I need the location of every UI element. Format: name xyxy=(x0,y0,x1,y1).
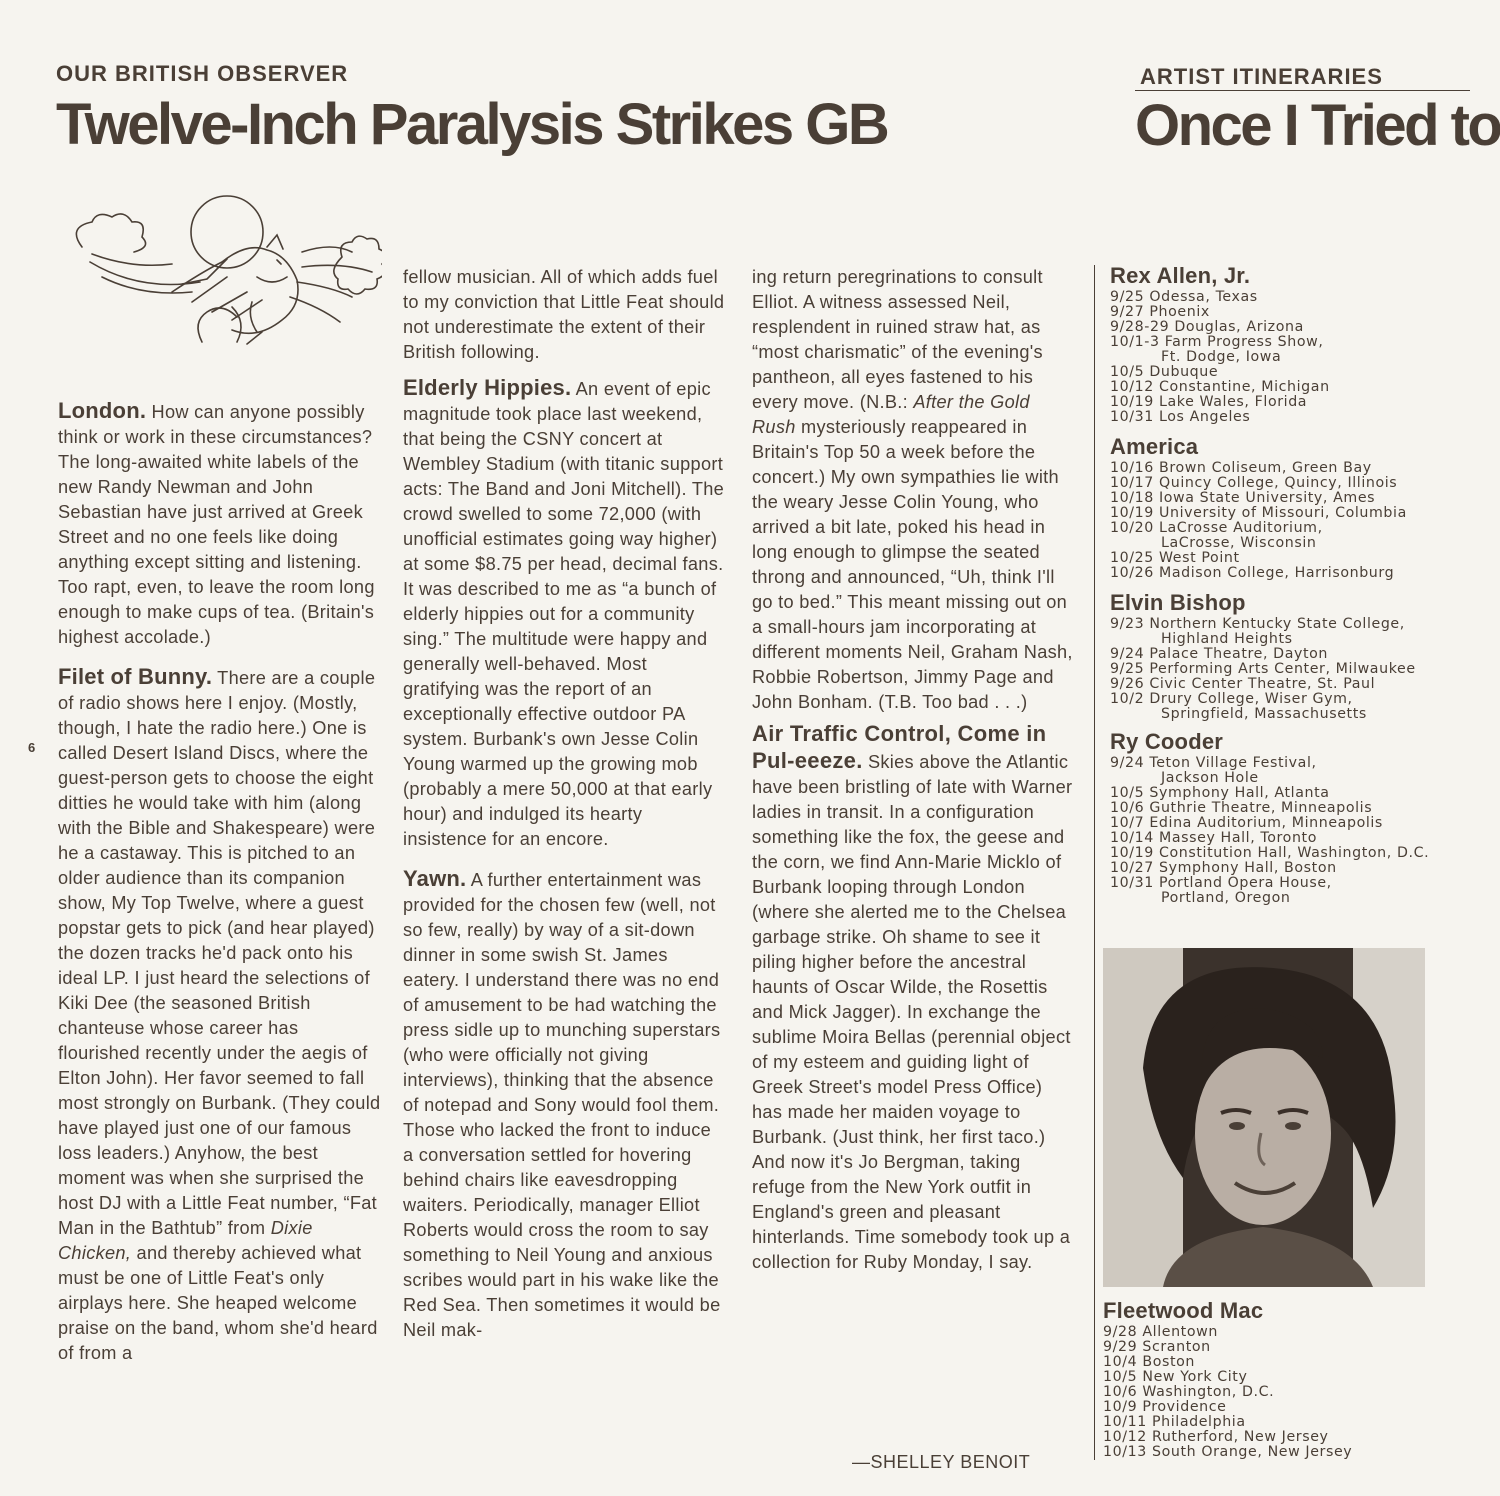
tour-date: 10/13 South Orange, New Jersey xyxy=(1103,1444,1353,1460)
tour-date: 9/24 Palace Theatre, Dayton xyxy=(1110,646,1329,662)
tour-date: 10/7 Edina Auditorium, Minneapolis xyxy=(1110,815,1383,831)
tour-date: 10/17 Quincy College, Quincy, Illinois xyxy=(1110,475,1398,491)
article-column-1 xyxy=(58,398,383,1366)
album-title: Dixie Chicken, xyxy=(58,1218,313,1263)
subhead: London. xyxy=(58,398,147,423)
tour-date: 10/5 Dubuque xyxy=(1110,364,1219,380)
tour-date: 10/19 Constitution Hall, Washington, D.C. xyxy=(1110,845,1430,861)
tour-date-continued: Highland Heights xyxy=(1161,631,1293,647)
header-rule xyxy=(1135,90,1470,91)
tour-date: 10/5 New York City xyxy=(1103,1369,1248,1385)
itinerary-list-2 xyxy=(1103,1297,1463,1460)
paragraph-air-traffic-control xyxy=(752,721,1077,1275)
artist-name: Fleetwood Mac xyxy=(1103,1298,1264,1323)
tour-date: 9/26 Civic Center Theatre, St. Paul xyxy=(1110,676,1376,692)
tour-date: 10/4 Boston xyxy=(1103,1354,1196,1370)
tour-date-continued: Jackson Hole xyxy=(1161,770,1259,786)
tour-date: 10/12 Rutherford, New Jersey xyxy=(1103,1429,1329,1445)
byline-signature: —SHELLEY BENOIT xyxy=(852,1452,1031,1472)
tour-date: 10/31 Los Angeles xyxy=(1110,409,1251,425)
tour-date: 10/18 Iowa State University, Ames xyxy=(1110,490,1376,506)
tour-date: 10/19 University of Missouri, Columbia xyxy=(1110,505,1407,521)
column-divider xyxy=(1094,265,1095,1460)
artist-name: America xyxy=(1110,434,1199,459)
tour-date: 10/31 Portland Opera House, xyxy=(1110,875,1332,891)
paragraph-text: There are a couple of radio shows here I enjoy. (Mostly, though, I hate the radio here.) One is called Desert Island Discs, where the guest-person gets to choose the eight ditties he would take with him (along with the Bible and Shakespeare) were he a castaway. This is pitched to an older audience than its companion show, My Top Twelve, where a guest popstar gets to pick (and hear played) the dozen tracks he'd pack onto his ideal LP. I just heard the selections of Kiki Dee (the seasoned British chanteuse whose career has flourished recently under the aegis of Elton John). Her favor seemed to fall most strongly on Burbank. (They could have played just one of our famous loss leaders.) Anyhow, the best moment was when she surprised the host DJ with a Little Feat number, “Fat Man in the Bathtub” from xyxy=(58,668,381,1238)
paragraph-yawn xyxy=(403,866,725,1343)
paragraph-text: ing return peregrinations to consult Elliot. A witness assessed Neil, resplendent in ruined straw hat, as “most charismatic” of the evening's pantheon, all eyes fastened to his every move. (N.B.: xyxy=(752,267,1043,412)
tour-date-continued: LaCrosse, Wisconsin xyxy=(1161,535,1317,551)
itinerary-headline: Once I Tried to xyxy=(1135,93,1500,158)
itinerary-rex-allen-jr xyxy=(1110,262,1470,425)
artist-name: Elvin Bishop xyxy=(1110,590,1246,615)
tour-date: 9/28-29 Douglas, Arizona xyxy=(1110,319,1304,335)
subhead: Air Traffic Control, Come in Pul-eeeze. xyxy=(752,721,1047,773)
itinerary-kicker: ARTIST ITINERARIES xyxy=(1140,64,1383,89)
artist-name: Ry Cooder xyxy=(1110,729,1224,754)
tour-date-continued: Springfield, Massachusetts xyxy=(1161,706,1367,722)
itinerary-fleetwood-mac xyxy=(1103,1297,1463,1460)
paragraph-text: How can anyone possibly think or work in these circumstances? The long-awaited white labels of the new Randy Newman and John Sebastian have just arrived at Greek Street and no one feels like doing anything except sitting and listening. Too rapt, even, to leave the room long enough to make cups of tea. (Britain's highest accolade.) xyxy=(58,402,375,647)
subhead: Yawn. xyxy=(403,866,467,891)
tour-date: 9/25 Performing Arts Center, Milwaukee xyxy=(1110,661,1416,677)
paragraph-london xyxy=(58,398,383,650)
paragraph-filet-of-bunny xyxy=(58,664,383,1366)
paragraph-text: An event of epic magnitude took place last weekend, that being the CSNY concert at Wembley Stadium (with titanic support acts: The Band and Joni Mitchell). The crowd swelled to some 72,000 (with unofficial estimates going way higher) at some $8.75 per head, decimal fans. It was described to me as “a bunch of elderly hippies out for a community sing.” The multitude were happy and generally well-behaved. Most gratifying was the report of an exceptionally effective outdoor PA system. Burbank's own Jesse Colin Young warmed up the growing mob (probably a mere 50,000 at that early hour) and indulged its hearty insistence for an encore. xyxy=(403,379,725,849)
tour-date-continued: Ft. Dodge, Iowa xyxy=(1161,349,1282,365)
tour-date: 9/24 Teton Village Festival, xyxy=(1110,755,1317,771)
tour-date: 10/6 Washington, D.C. xyxy=(1103,1384,1275,1400)
tour-date: 10/16 Brown Coliseum, Green Bay xyxy=(1110,460,1372,476)
tour-date: 10/27 Symphony Hall, Boston xyxy=(1110,860,1337,876)
article-column-2 xyxy=(403,265,725,1343)
tour-date: 9/25 Odessa, Texas xyxy=(1110,289,1258,305)
itinerary-america xyxy=(1110,433,1470,581)
artist-photo xyxy=(1103,948,1425,1287)
tour-date: 10/19 Lake Wales, Florida xyxy=(1110,394,1308,410)
tour-date: 9/28 Allentown xyxy=(1103,1324,1218,1340)
itinerary-list xyxy=(1110,262,1470,906)
tour-date: 10/26 Madison College, Harrisonburg xyxy=(1110,565,1395,581)
paragraph-text: and thereby achieved what must be one of Little Feat's only airplays here. She heaped welcome praise on the band, whom she'd heard of from a xyxy=(58,1243,378,1363)
tour-date: 10/5 Symphony Hall, Atlanta xyxy=(1110,785,1330,801)
itinerary-ry-cooder xyxy=(1110,728,1470,906)
tour-date: 10/12 Constantine, Michigan xyxy=(1110,379,1330,395)
article-column-3 xyxy=(752,265,1077,1275)
article-headline: Twelve-Inch Paralysis Strikes GB xyxy=(56,92,888,157)
paragraph-text: A further entertainment was provided for the chosen few (well, not so few, really) by way of a sit-down dinner in some swish St. James eatery. I understand there was no end of amusement to be had watching the press sidle up to munching superstars (who were officially not giving interviews), thinking that the absence of notepad and Sony would fool them. Those who lacked the front to induce a conversation settled for hovering behind chairs like eavesdropping waiters. Periodically, manager Elliot Roberts would cross the room to say something to Neil Young and anxious scribes would part in his wake like the Red Sea. Then sometimes it would be Neil mak- xyxy=(403,870,721,1340)
tour-date: 9/29 Scranton xyxy=(1103,1339,1211,1355)
tour-date: 10/14 Massey Hall, Toronto xyxy=(1110,830,1317,846)
tour-date: 9/23 Northern Kentucky State College, xyxy=(1110,616,1405,632)
tour-date-continued: Portland, Oregon xyxy=(1161,890,1291,906)
paragraph-text: mysteriously reappeared in Britain's Top 50 a week before the concert.) My own sympathies lie with the weary Jesse Colin Young, who arrived a bit late, poked his head in long enough to glimpse the seated throng and announced, “Uh, think I'll go to bed.” This meant missing out on a small-hours jam incorporating at different moments Neil, Graham Nash, Robbie Robertson, Jimmy Page and John Bonham. (T.B. Too bad . . .) xyxy=(752,417,1073,712)
paragraph-text: fellow musician. All of which adds fuel to my conviction that Little Feat should not underestimate the extent of their British following. xyxy=(403,267,725,362)
itinerary-elvin-bishop xyxy=(1110,589,1470,722)
paragraph-continued xyxy=(752,265,1077,715)
section-kicker: OUR BRITISH OBSERVER xyxy=(56,61,349,86)
tour-date: 9/27 Phoenix xyxy=(1110,304,1210,320)
album-title: After the Gold Rush xyxy=(752,392,1030,437)
tour-date: 10/9 Providence xyxy=(1103,1399,1227,1415)
paragraph-elderly-hippies xyxy=(403,375,725,852)
subhead: Elderly Hippies. xyxy=(403,375,572,400)
tour-date: 10/25 West Point xyxy=(1110,550,1240,566)
page-number: 6 xyxy=(28,740,36,755)
artist-name: Rex Allen, Jr. xyxy=(1110,263,1251,288)
tour-date: 10/11 Philadelphia xyxy=(1103,1414,1246,1430)
subhead: Filet of Bunny. xyxy=(58,664,213,689)
tour-date: 10/20 LaCrosse Auditorium, xyxy=(1110,520,1323,536)
tour-date: 10/2 Drury College, Wiser Gym, xyxy=(1110,691,1353,707)
tour-date: 10/1-3 Farm Progress Show, xyxy=(1110,334,1324,350)
tour-date: 10/6 Guthrie Theatre, Minneapolis xyxy=(1110,800,1373,816)
paragraph-text: Skies above the Atlantic have been bristling of late with Warner ladies in transit. In a configuration something like the fox, the geese and the corn, we find Ann-Marie Micklo of Burbank looping through London (where she alerted me to the Chelsea garbage strike. Oh shame to see it piling higher before the ancestral haunts of Oscar Wilde, the Rosettis and Mick Jagger). In exchange the sublime Moira Bellas (perennial object of my esteem and guiding light of Greek Street's model Press Office) has made her maiden voyage to Burbank. (Just think, her first taco.) And now it's Jo Bergman, taking refuge from the New York outfit in England's green and pleasant hinterlands. Time somebody took up a collection for Ruby Monday, I say. xyxy=(752,752,1073,1272)
paragraph-continued xyxy=(403,265,725,365)
flying-bunny-illustration xyxy=(62,192,382,362)
